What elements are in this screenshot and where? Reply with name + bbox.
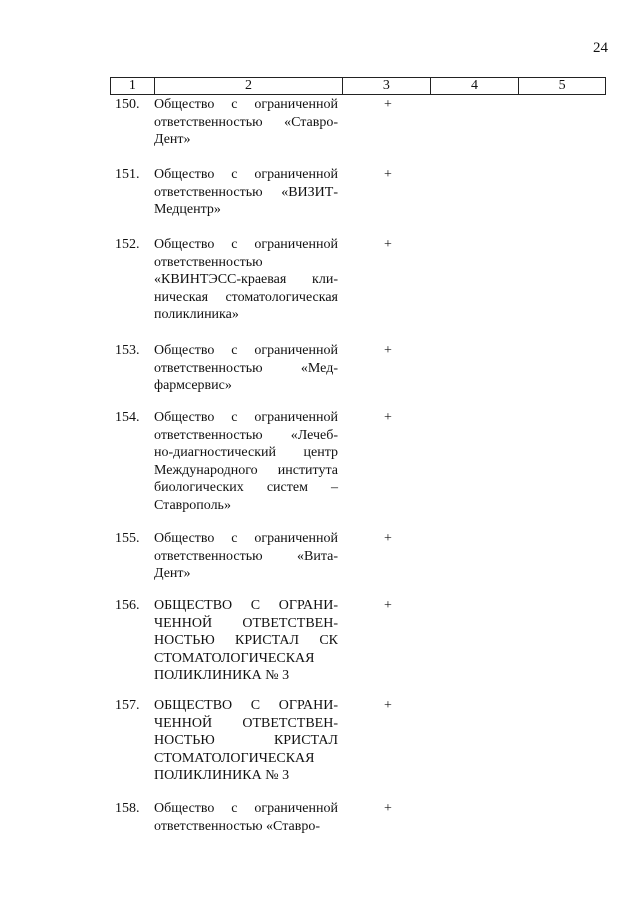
organization-name-line: Медцентр» [154, 202, 221, 217]
organization-name [154, 166, 338, 219]
organization-name-line: «КВИНТЭСС-краевая кли- [154, 272, 338, 287]
organization-name-line: ПОЛИКЛИНИКА № 3 [154, 768, 290, 783]
header-col-2: 2 [155, 78, 343, 94]
organization-name-line: ническая стоматологическая [154, 289, 338, 305]
organization-name-line: НОСТЬЮ КРИСТАЛ СК [154, 633, 338, 648]
organization-name-line: НОСТЬЮ КРИСТАЛ [154, 733, 338, 748]
column-3-mark: + [384, 343, 392, 358]
column-3-mark: + [384, 598, 392, 613]
organization-name [154, 800, 338, 835]
row-number: 150. [115, 97, 140, 112]
organization-name-line: ответственностью «ВИЗИТ- [154, 184, 338, 200]
header-col-5: 5 [558, 78, 566, 93]
organization-name-line: СТОМАТОЛОГИЧЕСКАЯ [154, 650, 315, 666]
organization-name-line: Дент» [154, 132, 191, 147]
organization-name-line: Ставрополь» [154, 497, 231, 513]
column-3-mark: + [384, 410, 392, 425]
organization-name-line: Общество с ограниченной [154, 237, 338, 252]
organization-name-line: фармсервис» [154, 378, 232, 393]
row-number: 157. [115, 698, 140, 713]
organization-name-line: ответственностью «Мед- [154, 360, 338, 376]
row-number: 152. [115, 237, 140, 252]
column-3-mark: + [384, 801, 392, 816]
row-number: 155. [115, 531, 140, 546]
organization-name-line: ЧЕННОЙ ОТВЕТСТВЕН- [154, 715, 338, 731]
column-3-mark: + [384, 237, 392, 252]
row-number: 153. [115, 343, 140, 358]
organization-name-line: Общество с ограниченной [154, 343, 338, 358]
organization-name [154, 342, 338, 395]
organization-name [154, 530, 338, 583]
table-header [110, 77, 606, 95]
row-number: 151. [115, 167, 140, 182]
organization-name-line: ответственностью «Ставро- [154, 114, 338, 130]
organization-name-line: ответственностью [154, 254, 263, 270]
header-col-1: 1 [111, 78, 155, 94]
organization-name-line: ПОЛИКЛИНИКА № 3 [154, 668, 290, 683]
column-3-mark: + [384, 698, 392, 713]
organization-name-line: Общество с ограниченной [154, 801, 338, 816]
organization-name-line: ОБЩЕСТВО С ОГРАНИ- [154, 698, 338, 713]
row-number: 154. [115, 410, 140, 425]
organization-name-line: но-диагностический центр [154, 445, 338, 460]
organization-name-line: ОБЩЕСТВО С ОГРАНИ- [154, 598, 338, 613]
organization-name-line: ответственностью «Вита- [154, 548, 338, 564]
organization-name-line: СТОМАТОЛОГИЧЕСКАЯ [154, 750, 315, 766]
row-number: 158. [115, 801, 140, 816]
organization-name-line: Общество с ограниченной [154, 531, 338, 546]
organization-name-line: Общество с ограниченной [154, 167, 338, 182]
column-3-mark: + [384, 97, 392, 112]
organization-name-line: биологических систем – [154, 480, 338, 495]
organization-name [154, 597, 338, 685]
organization-name-line: Общество с ограниченной [154, 410, 338, 425]
organization-name [154, 409, 338, 514]
organization-name [154, 96, 338, 149]
organization-name [154, 236, 338, 324]
organization-name-line: ответственностью «Лечеб- [154, 427, 338, 443]
organization-name [154, 697, 338, 785]
page-number: 24 [593, 40, 608, 56]
organization-name-line: Международного института [154, 462, 338, 478]
column-3-mark: + [384, 531, 392, 546]
header-col-3: 3 [343, 78, 431, 94]
header-col-4: 4 [431, 78, 520, 94]
organization-name-line: ответственностью «Ставро- [154, 818, 320, 834]
organization-name-line: Общество с ограниченной [154, 97, 338, 112]
organization-name-line: поликлиника» [154, 307, 239, 322]
organization-name-line: Дент» [154, 566, 191, 581]
organization-name-line: ЧЕННОЙ ОТВЕТСТВЕН- [154, 615, 338, 631]
row-number: 156. [115, 598, 140, 613]
column-3-mark: + [384, 167, 392, 182]
